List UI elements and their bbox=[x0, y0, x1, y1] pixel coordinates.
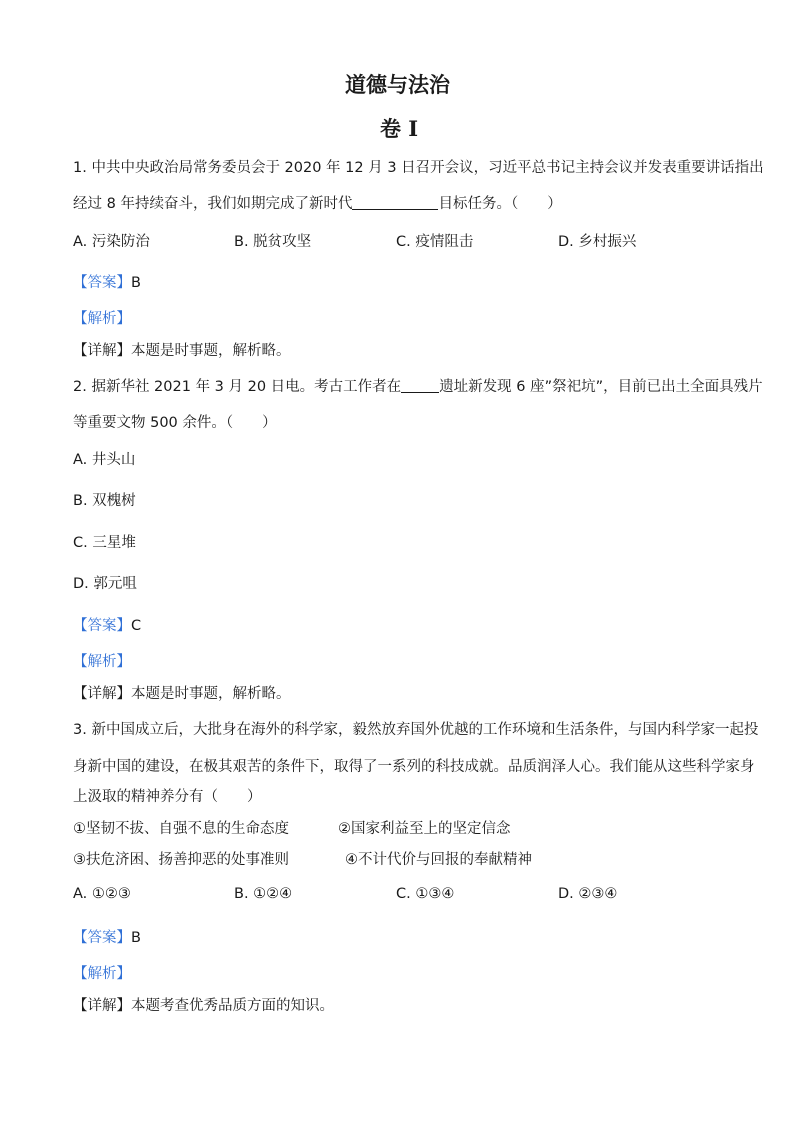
q3-option-a: A. ①②③ bbox=[73, 886, 131, 902]
q3-item-2: ②国家利益至上的坚定信念 bbox=[338, 821, 511, 837]
q1-answer bbox=[73, 271, 141, 292]
q2-stem-line2: 等重要文物 500 余件。（ ） bbox=[73, 415, 277, 431]
q1-analysis-tag: 【解析】 bbox=[73, 311, 131, 327]
q2-stem-line1-pre: 2. 据新华社 2021 年 3 月 20 日电。考古工作者在 bbox=[73, 379, 402, 395]
q3-option-d: D. ②③④ bbox=[558, 886, 618, 902]
q1-stem-line1: 1. 中共中央政治局常务委员会于 2020 年 12 月 3 日召开会议，习近平总书记主持会议并发表重要讲话指出 bbox=[73, 160, 764, 176]
q2-analysis-tag: 【解析】 bbox=[73, 654, 131, 670]
q2-option-a: A. 井头山 bbox=[73, 452, 136, 468]
q1-option-a: A. 污染防治 bbox=[73, 234, 150, 250]
q2-answer bbox=[73, 614, 141, 635]
q3-option-c: C. ①③④ bbox=[396, 886, 455, 902]
q1-option-c: C. 疫情阻击 bbox=[396, 234, 474, 250]
q3-analysis-tag: 【解析】 bbox=[73, 966, 131, 982]
q3-answer-tag: 【答案】 bbox=[73, 930, 131, 946]
q2-detail bbox=[73, 682, 291, 703]
q2-option-c: C. 三星堆 bbox=[73, 535, 136, 551]
q1-stem-line2 bbox=[73, 192, 562, 213]
q1-blank bbox=[352, 195, 438, 210]
q3-option-b: B. ①②④ bbox=[234, 886, 293, 902]
q1-detail-tag: 【详解】 bbox=[73, 343, 131, 359]
q1-stem-line2-post: 目标任务。（ ） bbox=[438, 196, 562, 212]
q2-answer-tag: 【答案】 bbox=[73, 618, 131, 634]
q3-stem-line2: 身新中国的建设，在极其艰苦的条件下，取得了一系列的科技成就。品质润泽人心。我们能从这些科学家身 bbox=[73, 759, 755, 775]
q3-item-4: ④不计代价与回报的奉献精神 bbox=[345, 852, 532, 868]
q1-answer-tag: 【答案】 bbox=[73, 275, 131, 291]
q1-option-b: B. 脱贫攻坚 bbox=[234, 234, 312, 250]
q1-stem-line2-pre: 经过 8 年持续奋斗，我们如期完成了新时代 bbox=[73, 196, 353, 212]
q3-detail-tag: 【详解】 bbox=[73, 998, 131, 1014]
q1-detail bbox=[73, 339, 291, 360]
q3-detail bbox=[73, 994, 334, 1015]
q1-option-d: D. 乡村振兴 bbox=[558, 234, 637, 250]
q2-option-d: D. 郭元咀 bbox=[73, 576, 137, 592]
q3-item-3: ③扶危济困、扬善抑恶的处事准则 bbox=[73, 852, 289, 868]
q2-stem-line1-post: 遗址新发现 6 座”祭祀坑”，目前已出土全面具残片 bbox=[439, 379, 763, 395]
page-title: 道德与法治 bbox=[345, 72, 450, 97]
q3-stem-line1: 3. 新中国成立后，大批身在海外的科学家，毅然放弃国外优越的工作环境和生活条件，与国内科学家一起投 bbox=[73, 722, 759, 738]
q2-stem-line1 bbox=[73, 375, 763, 396]
q2-detail-text: 本题是时事题，解析略。 bbox=[131, 686, 291, 702]
q2-answer-value: C bbox=[131, 618, 142, 634]
section-title: 卷 I bbox=[380, 116, 419, 141]
q3-detail-text: 本题考查优秀品质方面的知识。 bbox=[131, 998, 334, 1014]
q3-stem-line3: 上汲取的精神养分有（ ） bbox=[73, 789, 262, 805]
q3-answer-value: B bbox=[131, 930, 141, 946]
q1-detail-text: 本题是时事题，解析略。 bbox=[131, 343, 291, 359]
q2-blank bbox=[401, 378, 439, 393]
q2-detail-tag: 【详解】 bbox=[73, 686, 131, 702]
q3-answer bbox=[73, 926, 141, 947]
q3-item-1: ①坚韧不拔、自强不息的生命态度 bbox=[73, 821, 289, 837]
q1-answer-value: B bbox=[131, 275, 141, 291]
q2-option-b: B. 双槐树 bbox=[73, 493, 136, 509]
